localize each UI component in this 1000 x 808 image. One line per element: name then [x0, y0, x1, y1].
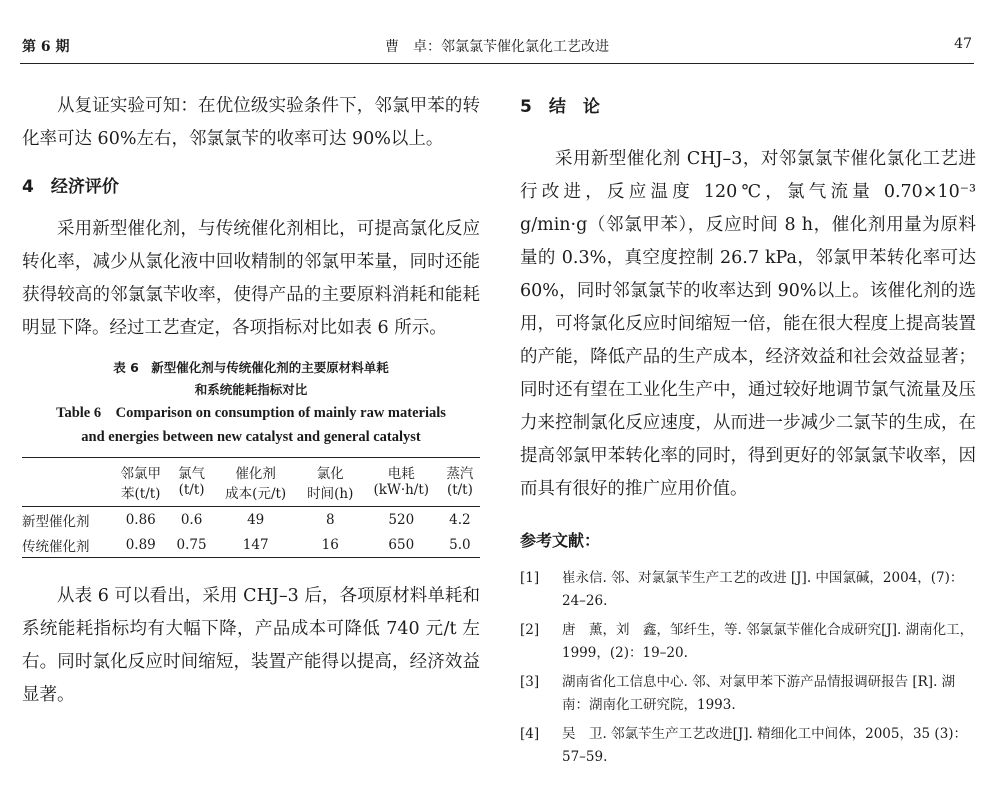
page-number: 47: [954, 36, 972, 52]
conclusion-paragraph: 采用新型催化剂 CHJ–3，对邻氯氯苄催化氯化工艺进行改进，反应温度 120℃，氯气流量 0.70×10⁻³ g/min·g（邻氯甲苯），反应时间 8 h，催化剂用量为原料量的 0.3%，真空度控制 26.7 kPa，邻氯甲苯转化率可达 60%，同时邻氯氯苄的收率达到 90%以上。该催化剂的选用，可将氯化反应时间缩短一倍，能在很大程度上提高装置的产能，降低产品的生产成本，经济效益和社会效益显著；同时还有望在工业化生产中，通过较好地调节氯气流量及压力来控制氯化反应速度，从而进一步减少二氯苄的生成，在提高邻氯甲苯转化率的同时，得到更好的邻氯氯苄收率，因而具有很好的推广应用价值。: [520, 149, 976, 499]
table-cell: 5.0: [440, 532, 480, 558]
right-column: [520, 90, 976, 769]
reference-text: 吴 卫. 邻氯苄生产工艺改进[J]. 精细化工中间体，2005，35 (3)：57–59.: [562, 726, 968, 765]
table-row-label: 新型催化剂: [22, 507, 112, 533]
table-header-cell: 催化剂: [214, 458, 298, 483]
table-row: [22, 507, 480, 533]
table-header-cell: 成本(元/t): [225, 486, 287, 502]
reference-number: [2]: [520, 622, 540, 638]
table-header-cell: 时间(h): [307, 486, 354, 502]
reference-text: 湖南省化工信息中心. 邻、对氯甲苯下游产品情报调研报告 [R]. 湖南：湖南化工研究院，1993.: [562, 674, 956, 713]
table-header-cell: 氯化: [298, 458, 363, 483]
running-header: [22, 36, 972, 60]
section-5-heading: 5 结 论: [520, 97, 600, 117]
reference-number: [4]: [520, 726, 540, 742]
table-cell: 0.6: [170, 507, 214, 533]
table-caption-cn-line1: 表 6 新型催化剂与传统催化剂的主要原材料单耗: [113, 360, 389, 375]
issue-number: 第 6 期: [22, 39, 70, 55]
reference-item: [520, 671, 976, 717]
table-cell: 520: [363, 507, 440, 533]
table-6: [22, 457, 480, 558]
table-header-cell: 邻氯甲: [112, 458, 170, 483]
reference-item: [520, 723, 976, 769]
table-corner-cell: [22, 482, 112, 507]
left-column: [22, 90, 480, 712]
reference-number: [1]: [520, 570, 540, 586]
reference-text: 唐 薰，刘 鑫，邹纤生，等. 邻氯氯苄催化合成研究[J]. 湖南化工，1999，(2)：19–20.: [562, 622, 974, 661]
table-cell: 0.89: [112, 532, 170, 558]
reference-item: [520, 619, 976, 665]
table-6-caption: [22, 357, 480, 449]
table-header-cell: (t/t): [178, 482, 205, 498]
table-cell: 0.86: [112, 507, 170, 533]
references-heading: 参考文献：: [520, 531, 601, 550]
table-header-row: [22, 482, 480, 507]
reference-text: 崔永信. 邻、对氯氯苄生产工艺的改进 [J]. 中国氯碱，2004，(7)：24–26.: [562, 570, 964, 609]
table-cell: 650: [363, 532, 440, 558]
table-cell: 4.2: [440, 507, 480, 533]
header-rule: [20, 63, 974, 64]
table-caption-en-line1: Table 6 Comparison on consumption of mainly raw materials: [56, 405, 446, 421]
table-header-cell: 电耗: [363, 458, 440, 483]
references-list: [520, 567, 976, 769]
table-header-cell: 蒸汽: [440, 458, 480, 483]
table-cell: 49: [214, 507, 298, 533]
table-header-cell: 苯(t/t): [121, 486, 161, 502]
table-cell: 147: [214, 532, 298, 558]
table-cell: 8: [298, 507, 363, 533]
table-header-row: [22, 458, 480, 483]
table-caption-en-line2: and energies between new catalyst and general catalyst: [81, 429, 421, 445]
table-row: [22, 532, 480, 558]
table-caption-cn-line2: 和系统能耗指标对比: [194, 382, 308, 397]
table-header-cell: (t/t): [446, 482, 473, 498]
intro-paragraph: 从复证实验可知：在优位级实验条件下，邻氯甲苯的转化率可达 60%左右，邻氯氯苄的收率可达 90%以上。: [22, 96, 480, 149]
after-table-paragraph: 从表 6 可以看出，采用 CHJ–3 后，各项原材料单耗和系统能耗指标均有大幅下降，产品成本可降低 740 元/t 左右。同时氯化反应时间缩短，装置产能得以提高，经济效益显著。: [22, 586, 480, 705]
table-row-label: 传统催化剂: [22, 532, 112, 558]
running-title: 曹 卓：邻氯氯苄催化氯化工艺改进: [385, 39, 609, 55]
reference-number: [3]: [520, 674, 540, 690]
table-header-cell: 氯气: [170, 458, 214, 483]
table-cell: 0.75: [170, 532, 214, 558]
section-4-heading: 4 经济评价: [22, 177, 119, 197]
table-cell: 16: [298, 532, 363, 558]
table-header-cell: (kW·h/t): [373, 482, 430, 498]
reference-item: [520, 567, 976, 613]
table-corner-cell: [22, 458, 112, 483]
section-4-paragraph: 采用新型催化剂，与传统催化剂相比，可提高氯化反应转化率，减少从氯化液中回收精制的邻氯甲苯量，同时还能获得较高的邻氯氯苄收率，使得产品的主要原料消耗和能耗明显下降。经过工艺查定，各项指标对比如表 6 所示。: [22, 219, 480, 338]
